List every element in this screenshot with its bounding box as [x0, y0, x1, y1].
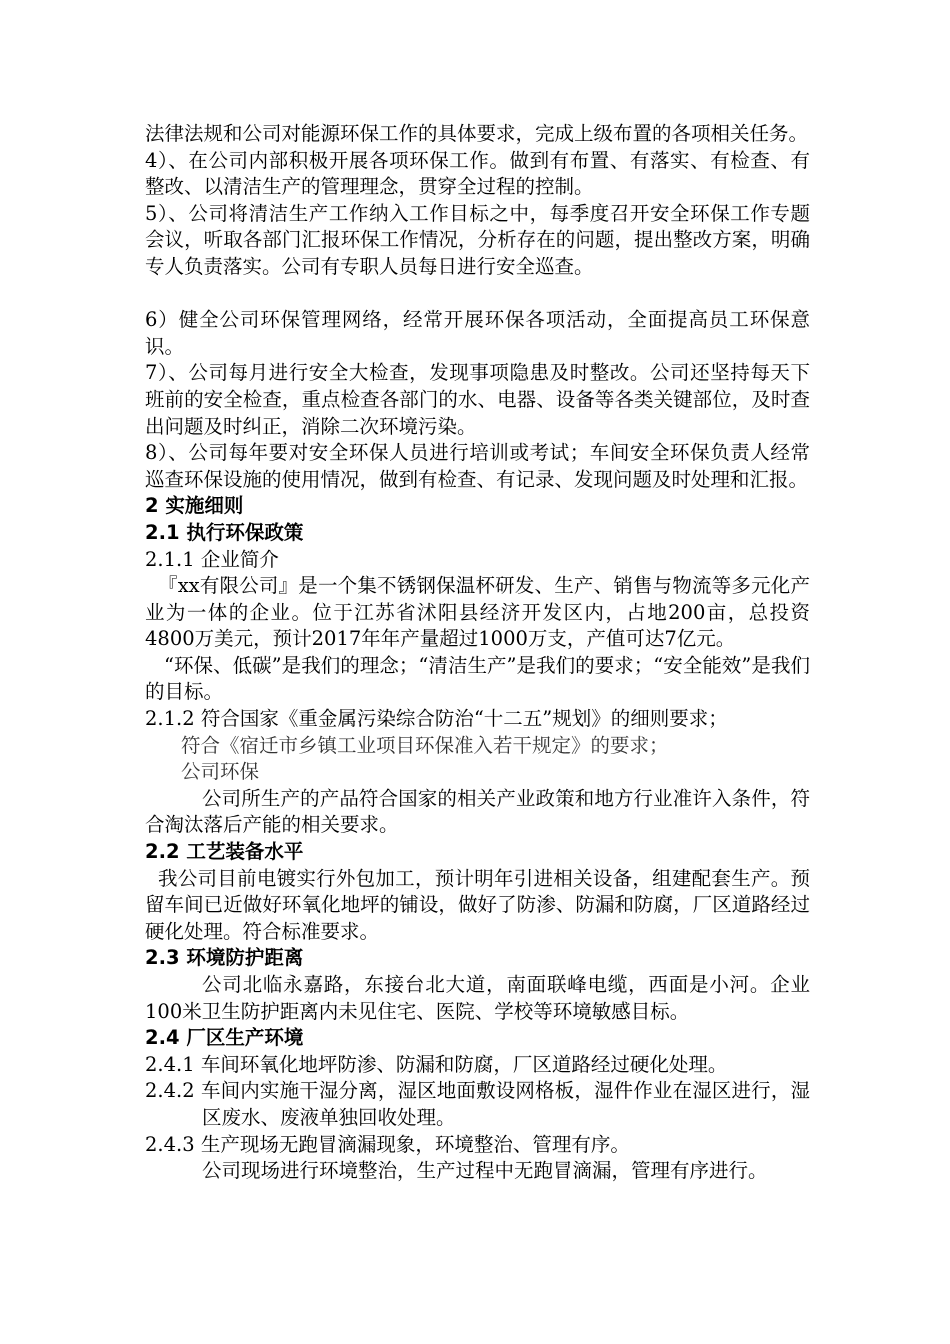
- paragraph-item-4: 4）、在公司内部积极开展各项环保工作。做到有布置、有落实、有检查、有整改、以清洁生产的管理理念，贯穿全过程的控制。: [145, 148, 810, 199]
- document-page: [145, 121, 810, 1185]
- paragraph-policy-compliance: 公司所生产的产品符合国家的相关产业政策和地方行业准许入条件，符合淘汰落后产能的相关要求。: [145, 786, 810, 837]
- paragraph-2-4-2: 2.4.2 车间内实施干湿分离，湿区地面敷设网格板，湿件作业在湿区进行，湿区废水、废液单独回收处理。: [145, 1079, 810, 1129]
- heading-2-1-1: 2.1.1 企业简介: [145, 547, 279, 571]
- paragraph-company-intro: 『xx有限公司』是一个集不锈钢保温杯研发、生产、销售与物流等多元化产业为一体的企业。位于江苏省沭阳县经济开发区内，占地200亩，总投资4800万美元，预计2017年年产量超过1000万支，产值可达7亿元。: [145, 574, 810, 651]
- paragraph-requirements: 法律法规和公司对能源环保工作的具体要求，完成上级布置的各项相关任务。: [145, 122, 809, 145]
- paragraph-item-6: 6）健全公司环保管理网络，经常开展环保各项活动，全面提高员工环保意识。: [145, 308, 810, 358]
- heading-2-4: 2.4 厂区生产环境: [145, 1026, 304, 1050]
- blank-line: [145, 281, 810, 308]
- heading-2-3: 2.3 环境防护距离: [145, 946, 304, 970]
- paragraph-protection-distance: 公司北临永嘉路，东接台北大道，南面联峰电缆，西面是小河。企业100米卫生防护距离内未见住宅、医院、学校等环境敏感目标。: [145, 973, 810, 1023]
- heading-2: 2 实施细则: [145, 494, 244, 518]
- paragraph-company-env: 公司环保: [181, 760, 260, 784]
- paragraph-2-4-3: 2.4.3 生产现场无跑冒滴漏现象，环境整治、管理有序。: [145, 1132, 630, 1156]
- heading-2-1: 2.1 执行环保政策: [145, 520, 304, 544]
- paragraph-suqian-rules: 符合《宿迁市乡镇工业项目环保准入若干规定》的要求；: [181, 733, 669, 757]
- paragraph-item-5: 5）、公司将清洁生产工作纳入工作目标之中，每季度召开安全环保工作专题会议，听取各部门汇报环保工作情况，分析存在的问题，提出整改方案，明确专人负责落实。公司有专职人员每日进行安全巡查。: [145, 201, 810, 278]
- paragraph-2-1-2: 2.1.2 符合国家《重金属污染综合防治“十二五”规划》的细则要求；: [145, 707, 728, 731]
- paragraph-philosophy: “环保、低碳”是我们的理念；“清洁生产”是我们的要求；“安全能效”是我们的目标。: [145, 653, 810, 704]
- paragraph-2-4-1: 2.4.1 车间环氧化地坪防渗、防漏和防腐，厂区道路经过硬化处理。: [145, 1052, 728, 1076]
- paragraph-item-7: 7）、公司每月进行安全大检查，发现事项隐患及时整改。公司还坚持每天下班前的安全检查，重点检查各部门的水、电器、设备等各类关键部位，及时查出问题及时纠正，消除二次环境污染。: [145, 361, 810, 438]
- heading-2-2: 2.2 工艺装备水平: [145, 840, 304, 864]
- paragraph-equipment: 我公司目前电镀实行外包加工，预计明年引进相关设备，组建配套生产。预留车间已近做好环氧化地坪的铺设，做好了防渗、防漏和防腐，厂区道路经过硬化处理。符合标准要求。: [145, 866, 810, 943]
- paragraph-item-8: 8）、公司每年要对安全环保人员进行培训或考试；车间安全环保负责人经常巡查环保设施的使用情况，做到有检查、有记录、发现问题及时处理和汇报。: [145, 441, 810, 491]
- paragraph-site-management: 公司现场进行环境整治，生产过程中无跑冒滴漏，管理有序进行。: [202, 1159, 768, 1183]
